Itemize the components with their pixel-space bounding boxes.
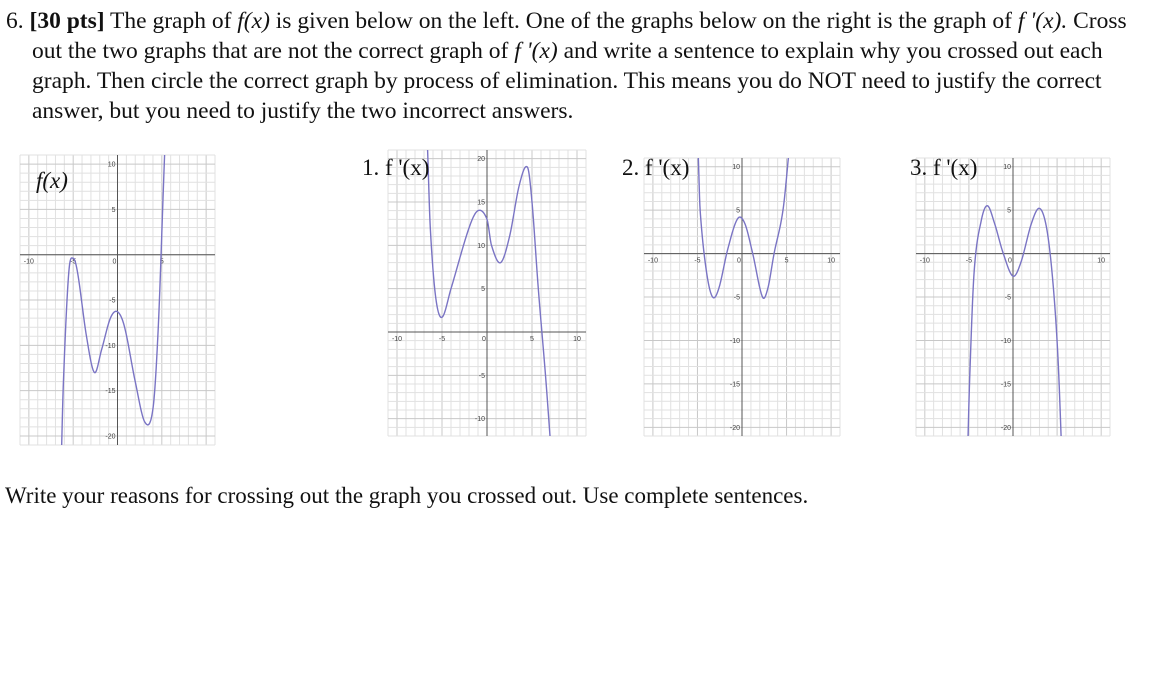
x-tick-label: -10 (391, 336, 403, 343)
x-tick-label: -10 (919, 257, 930, 265)
y-tick-label: 5 (736, 207, 740, 215)
problem-points: [30 pts] (29, 8, 105, 34)
problem-number: 6. (6, 8, 24, 34)
x-tick-label: -5 (438, 336, 446, 343)
x-tick-label: -10 (647, 257, 658, 265)
problem-text-3: Cross out the two graphs that are not the correct graph of (32, 8, 1127, 64)
fx-symbol: f(x) (237, 8, 270, 34)
y-tick-label: 10 (477, 242, 485, 250)
fpx-symbol: f '(x). (1017, 8, 1068, 34)
graph-2-label: 2. f '(x) (622, 155, 690, 180)
x-tick-label: 10 (1097, 257, 1106, 265)
y-tick-label: -5 (733, 294, 740, 302)
x-tick-label: 0 (112, 258, 117, 266)
x-tick-label: 5 (530, 336, 534, 343)
y-tick-label: 10 (732, 164, 740, 172)
graph-1-label: 1. f '(x) (362, 155, 430, 180)
problem-text-4: and write a sentence to explain why you crossed out each graph. Then circle the correct graph by process of elimination. This means you do NOT need to justify the correct answer, but you need to justify the two incorrect answers. (32, 38, 1103, 124)
footer-instruction: Write your reasons for crossing out the graph you crossed out. Use complete sentences. (5, 483, 809, 508)
y-tick-label: -10 (729, 337, 740, 345)
graph-fx (20, 155, 215, 445)
x-tick-label: -5 (694, 257, 701, 265)
y-tick-label: -15 (1000, 381, 1011, 389)
y-tick-label: -15 (729, 381, 740, 389)
y-tick-label: 10 (1003, 164, 1011, 172)
y-tick-label: -5 (1004, 294, 1011, 302)
y-tick-label: 5 (481, 286, 485, 294)
y-tick-label: 15 (477, 199, 485, 207)
y-tick-label: -10 (105, 342, 116, 350)
y-tick-label: -20 (1000, 424, 1011, 432)
y-tick-label: 20 (477, 156, 485, 164)
x-tick-label: -5 (70, 258, 77, 266)
function-curve (965, 206, 1062, 449)
function-curve (698, 141, 790, 298)
x-tick-label: 10 (573, 336, 581, 343)
y-tick-label: -5 (478, 372, 485, 380)
x-tick-label: 5 (159, 258, 164, 266)
graph-1 (388, 150, 586, 436)
y-tick-label: -10 (1000, 337, 1011, 345)
y-tick-label: 5 (111, 206, 116, 214)
y-tick-label: 5 (1007, 207, 1011, 215)
y-tick-label: -5 (109, 297, 116, 305)
x-tick-label: 0 (737, 257, 741, 265)
problem-text-1: The graph of (110, 8, 232, 34)
fpx-symbol-2: f '(x) (514, 38, 558, 64)
x-tick-label: 5 (784, 257, 789, 265)
graph-fx-label: f(x) (36, 168, 68, 193)
x-tick-label: 0 (1008, 257, 1012, 265)
graph-2 (644, 158, 840, 436)
x-tick-label: -5 (965, 257, 973, 265)
graph-3 (916, 158, 1110, 436)
y-tick-label: -20 (105, 433, 116, 441)
y-tick-label: -20 (729, 424, 740, 432)
y-tick-label: 10 (107, 161, 116, 169)
problem-statement (6, 6, 1141, 126)
x-tick-label: 0 (482, 336, 486, 343)
y-tick-label: -10 (474, 416, 485, 424)
x-tick-label: 10 (827, 257, 835, 265)
x-tick-label: -10 (23, 258, 34, 266)
y-tick-label: -15 (105, 388, 116, 396)
problem-text-2: is given below on the left. One of the graphs below on the right is the graph of (275, 8, 1012, 34)
graph-3-label: 3. f '(x) (910, 155, 978, 180)
